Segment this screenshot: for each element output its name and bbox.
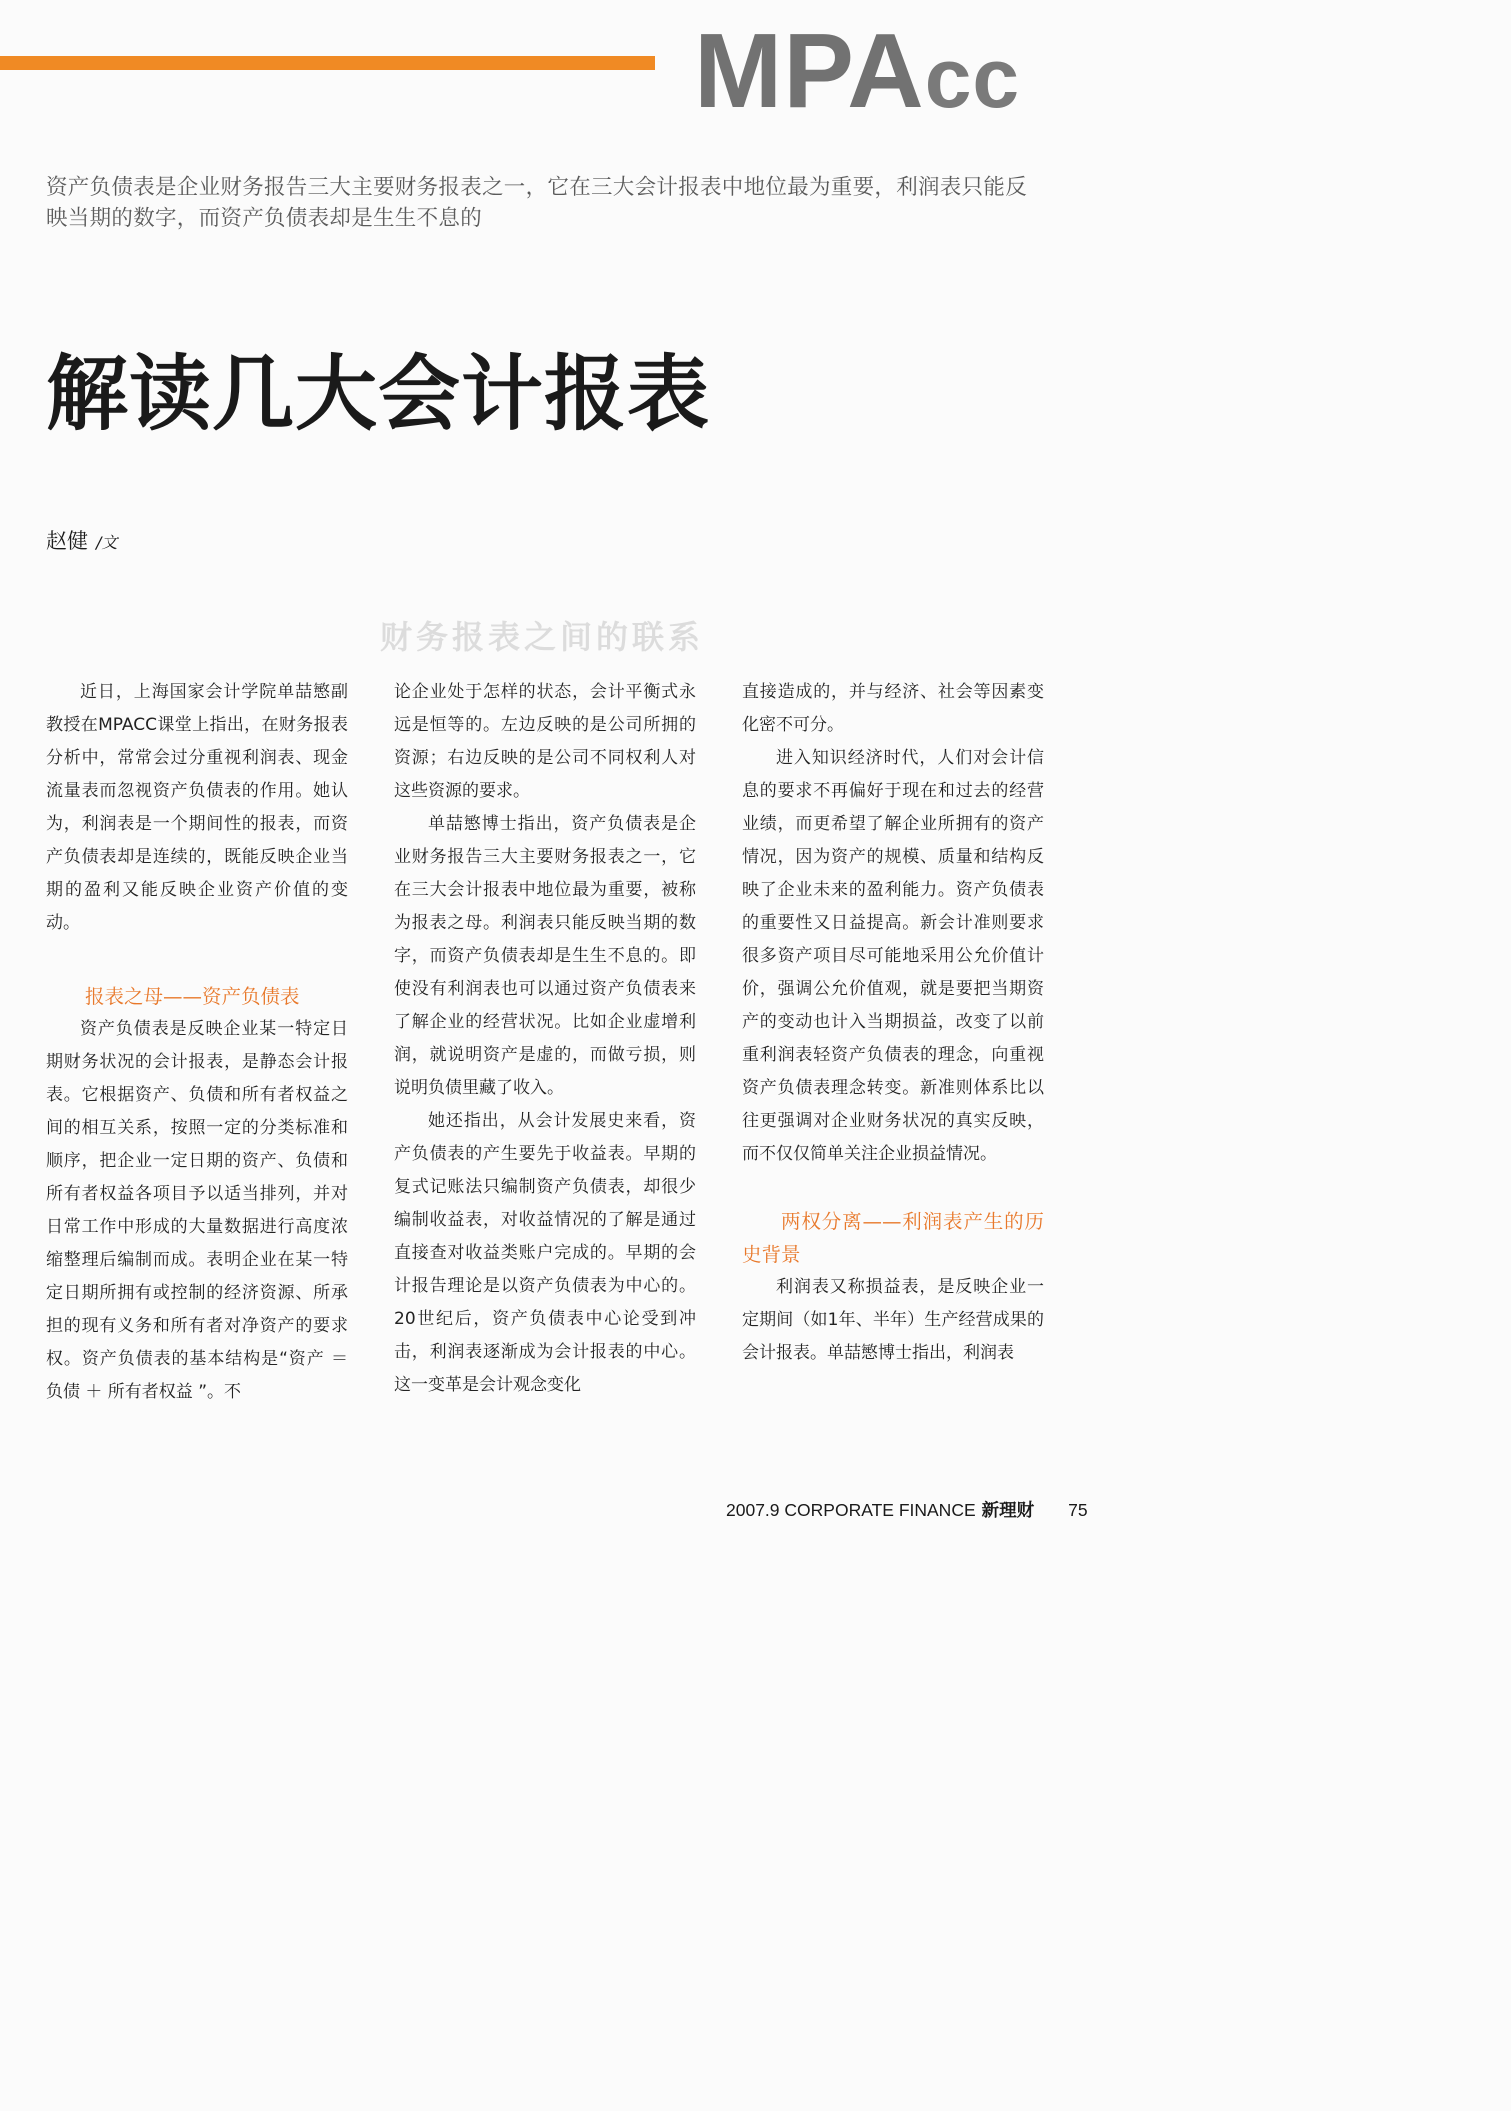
body-paragraph: 近日，上海国家会计学院单喆慜副教授在MPACC课堂上指出，在财务报表分析中，常常会过分重视利润表、现金流量表而忽视资产负债表的作用。她认为，利润表是一个期间性的报表，而资产负债表却是连续的，既能反映企业当期的盈利又能反映企业资产价值的变动。 [46, 682, 348, 933]
body-paragraph: 论企业处于怎样的状态，会计平衡式永远是恒等的。左边反映的是公司所拥的资源；右边反映的是公司不同权利人对这些资源的要求。 [394, 682, 696, 801]
header-orange-rule [0, 56, 655, 70]
body-paragraph: 利润表又称损益表，是反映企业一定期间（如1年、半年）生产经营成果的会计报表。单喆慜博士指出，利润表 [742, 1277, 1044, 1363]
show-through-heading: 财务报表之间的联系 [380, 618, 705, 656]
article-column-2 [394, 676, 696, 1402]
article-column-3 [742, 676, 1044, 1370]
article-title: 解读几大会计报表 [46, 347, 711, 442]
page-number: 75 [1068, 1500, 1088, 1520]
body-paragraph: 她还指出，从会计发展史来看，资产负债表的产生要先于收益表。早期的复式记账法只编制资产负债表，却很少编制收益表，对收益情况的了解是通过直接查对收益类账户完成的。早期的会计报告理论是以资产负债表为中心的。20世纪后，资产负债表中心论受到冲击，利润表逐渐成为会计报表的中心。这一变革是会计观念变化 [394, 1111, 696, 1395]
body-paragraph: 单喆慜博士指出，资产负债表是企业财务报告三大主要财务报表之一，它在三大会计报表中地位最为重要，被称为报表之母。利润表只能反映当期的数字，而资产负债表却是生生不息的。即使没有利润表也可以通过资产负债表来了解企业的经营状况。比如企业虚增利润，就说明资产是虚的，而做亏损，则说明负债里藏了收入。 [394, 814, 696, 1098]
byline [46, 525, 117, 555]
article-column-1 [46, 676, 348, 1409]
footer-magazine-en: CORPORATE FINANCE [784, 1500, 976, 1520]
section-heading: 两权分离——利润表产生的历史背景 [742, 1210, 1044, 1266]
body-paragraph: 进入知识经济时代，人们对会计信息的要求不再偏好于现在和过去的经营业绩，而更希望了解企业所拥有的资产情况，因为资产的规模、质量和结构反映了企业未来的盈利能力。资产负债表的重要性又日益提高。新会计准则要求很多资产项目尽可能地采用公允价值计价，强调公允价值观，就是要把当期资产的变动也计入当期损益，改变了以前重利润表轻资产负债表的理念，向重视资产负债表理念转变。新准则体系比以往更强调对企业财务状况的真实反映，而不仅仅简单关注企业损益情况。 [742, 748, 1044, 1164]
page-footer [726, 1497, 1088, 1522]
footer-magazine-cn: 新理财 [981, 1501, 1035, 1521]
footer-issue: 2007.9 [726, 1500, 780, 1520]
section-heading: 报表之母——资产负债表 [85, 985, 300, 1008]
intro-summary: 资产负债表是企业财务报告三大主要财务报表之一，它在三大会计报表中地位最为重要，利润表只能反映当期的数字，而资产负债表却是生生不息的 [46, 175, 1028, 231]
author-role: /文 [96, 533, 118, 552]
body-paragraph: 直接造成的，并与经济、社会等因素变化密不可分。 [742, 682, 1044, 735]
brand-text-large: MPA [694, 12, 925, 130]
section-brand-logo [694, 12, 1021, 130]
body-paragraph: 资产负债表是反映企业某一特定日期财务状况的会计报表，是静态会计报表。它根据资产、负债和所有者权益之间的相互关系，按照一定的分类标准和顺序，把企业一定日期的资产、负债和所有者权益各项目予以适当排列，并对日常工作中形成的大量数据进行高度浓缩整理后编制而成。表明企业在某一特定日期所拥有或控制的经济资源、所承担的现有义务和所有者对净资产的要求权。资产负债表的基本结构是“资产 ＝ 负债 ＋ 所有者权益 ”。不 [46, 1019, 348, 1402]
author-name: 赵健 [46, 529, 88, 553]
brand-text-small: cc [924, 31, 1021, 125]
